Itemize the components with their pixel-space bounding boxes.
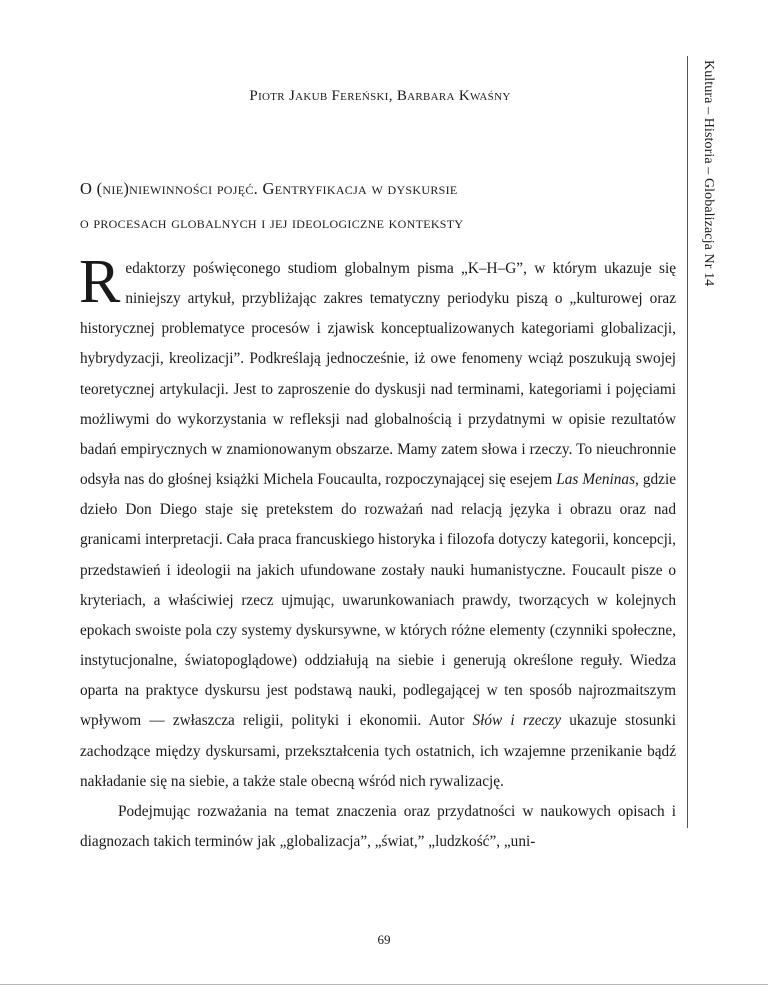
page-number: 69: [377, 932, 391, 947]
margin-rule: [687, 56, 688, 828]
article-authors: Piotr Jakub Fereński, Barbara Kwaśny: [249, 88, 511, 104]
title-line-2: o procesach globalnych i jej ideologiczne konteksty: [80, 213, 464, 232]
article-body: [79, 248, 676, 857]
paragraph-1-text-c: ukazuje stosunki zachodzące między dyskursami, przekształcenia tych ostatnich, ich wzajemne przenikanie bądź nakładanie się na siebie, a także stale obecną wśród nich rywalizację.: [80, 712, 676, 790]
drop-cap: R: [79, 248, 121, 316]
book-title-slow-i-rzeczy: Słów i rzeczy: [472, 712, 562, 730]
paragraph-1: [79, 248, 676, 797]
paragraph-2: Podejmując rozważania na temat znaczenia oraz przydatności w naukowych opisach i diagnozach takich terminów jak „globalizacja”, „świat,” „ludzkość”, „uni-: [80, 802, 676, 850]
paragraph-1-text-a: edaktorzy poświęconego studiom globalnym pisma „K–H–G”, w którym ukazuje się niniejszy artykuł, przybliżając zakres tematyczny periodyku piszą o „kulturowej oraz historycznej problematyce procesów i zjawisk konceptualizowanych kategoriami globalizacji, hybrydyzacji, kreolizacji”. Podkreślają jednocześnie, iż owe fenomeny wciąż poszukują swojej teoretycznej artykulacji. Jest to zaproszenie do dyskusji nad terminami, kategoriami i pojęciami możliwymi do wykorzystania w refleksji nad globalnością i przydatnymi w opisie rezultatów badań empirycznych w znamionowanym obszarze. Mamy zatem słowa i rzeczy. To nieuchronnie odsyła nas do głośnej książki Michela Foucaulta, rozpoczynającej się esejem: [80, 260, 676, 489]
title-line-1: O (nie)niewinności pojęć. Gentryfikacja w dyskursie: [80, 179, 458, 198]
journal-running-head: Kultura – Historia – Globalizacja Nr 14: [701, 60, 716, 287]
book-title-las-meninas: Las Meninas: [556, 471, 636, 489]
article-title: [80, 172, 680, 240]
page-bottom-edge: [0, 984, 768, 985]
paragraph-1-text-b: , gdzie dzieło Don Diego staje się pretekstem do rozważań nad relacją języka i obrazu oraz nad granicami interpretacji. Cała praca francuskiego historyka i filozofa dotyczy kategorii, koncepcji, przedstawień i ideologii na jakich ufundowane zostały nauki humanistyczne. Foucault pisze o kryteriach, a właściwiej rzecz ujmując, uwarunkowaniach prawdy, tworzących w kolejnych epokach swoiste pola czy systemy dyskursywne, w których różne elementy (czynniki społeczne, instytucjonalne, światopoglądowe) oddziałują na siebie i generują określone reguły. Wiedza oparta na praktyce dyskursu jest podstawą nauki, podlegającej w ten sposób najrozmaitszym wpływom — zwłaszcza religii, polityki i ekonomii. Autor: [80, 471, 676, 730]
